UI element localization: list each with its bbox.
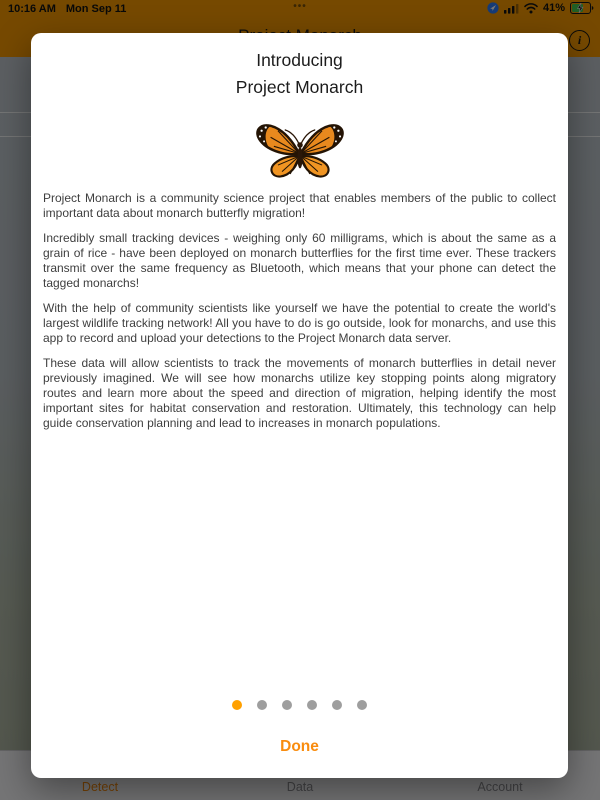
page-dot-2[interactable]	[257, 700, 267, 710]
modal-title-line1: Introducing	[256, 50, 343, 70]
page-dot-6[interactable]	[357, 700, 367, 710]
paragraph: Project Monarch is a community science project that enables members of the public to collect important data about monarch butterfly migration!	[43, 191, 556, 220]
page-dot-5[interactable]	[332, 700, 342, 710]
monarch-butterfly-image	[251, 119, 349, 185]
done-button[interactable]: Done	[280, 738, 319, 755]
page-dot-1[interactable]	[232, 700, 242, 710]
modal-body-text	[43, 191, 556, 441]
page-dots	[232, 700, 367, 710]
paragraph: Incredibly small tracking devices - weighing only 60 milligrams, which is about the same as a grain of rice - have been deployed on monarch butterflies for the first time ever. These trackers transmit over the same frequency as Bluetooth, which means that your phone can detect the tagged monarchs!	[43, 231, 556, 290]
modal-title-line2: Project Monarch	[235, 77, 364, 97]
onboarding-modal	[31, 33, 568, 778]
page-dot-3[interactable]	[282, 700, 292, 710]
paragraph: These data will allow scientists to track the movements of monarch butterflies in detail never previously imagined. We will see how monarchs utilize key stopping points along migratory routes and learn more about the speed and direction of migration, helping identify the most important sites for habitat conservation and restoration. Ultimately, this technology can help guide conservation planning and lead to increases in monarch populations.	[43, 356, 556, 430]
page-dot-4[interactable]	[307, 700, 317, 710]
paragraph: With the help of community scientists like yourself we have the potential to create the world's largest wildlife tracking network! All you have to do is go outside, look for monarchs, and use this app to record and upload your detections to the Project Monarch data server.	[43, 301, 556, 345]
